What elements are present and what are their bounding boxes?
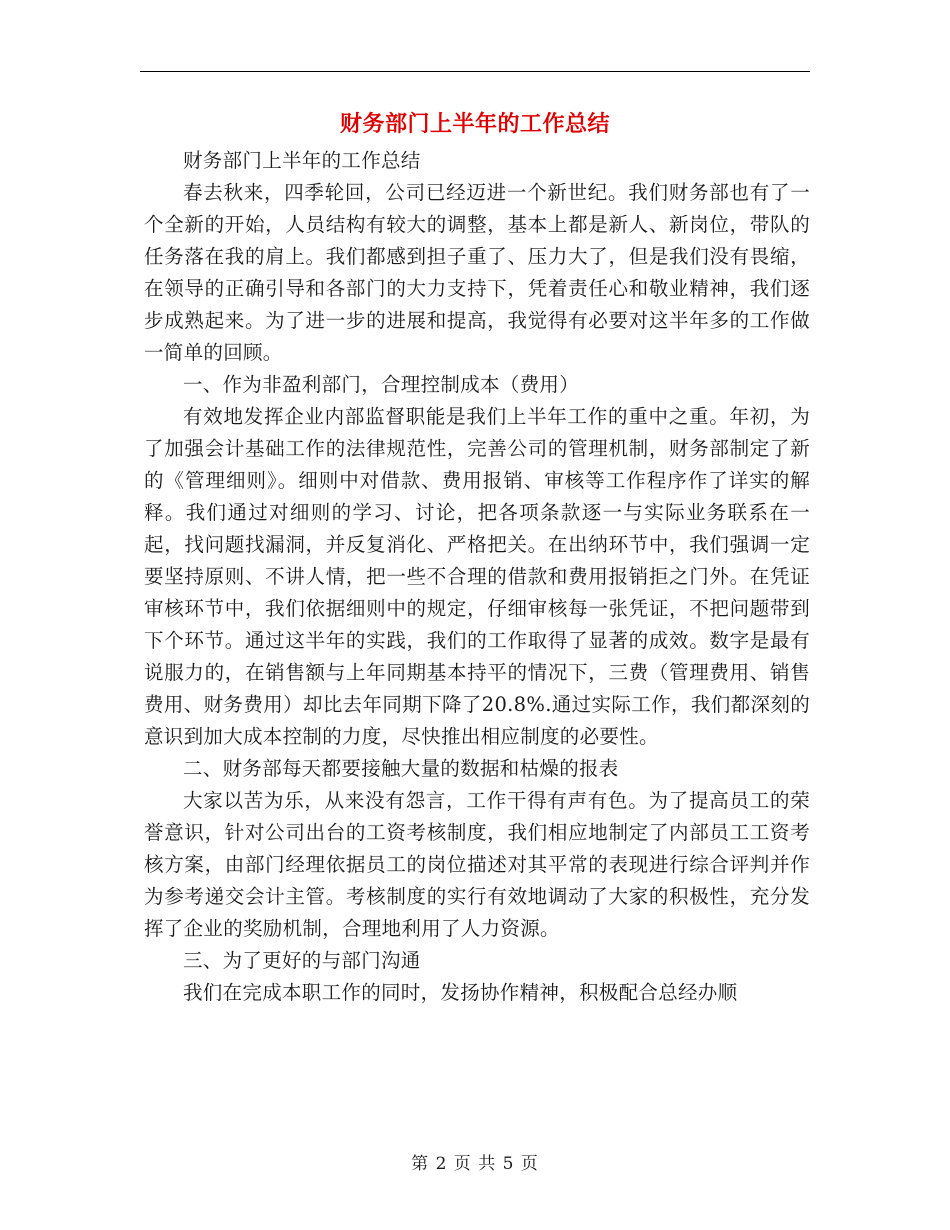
page-number-footer: 第 2 页 共 5 页 (411, 1154, 539, 1174)
paragraph-subtitle: 财务部门上半年的工作总结 (183, 149, 421, 172)
section-heading-2: 二、财务部每天都要接触大量的数据和枯燥的报表 (183, 757, 619, 780)
document-body (144, 145, 810, 1009)
paragraph-section-1: 有效地发挥企业内部监督职能是我们上半年工作的重中之重。年初，为了加强会计基础工作的法律规范性，完善公司的管理机制，财务部制定了新的《管理细则》。细则中对借款、费用报销、审核等工作程序作了详实的解释。我们通过对细则的学习、讨论，把各项条款逐一与实际业务联系在一起，找问题找漏洞，并反复消化、严格把关。在出纳环节中，我们强调一定要坚持原则、不讲人情，把一些不合理的借款和费用报销拒之门外。在凭证审核环节中，我们依据细则中的规定，仔细审核每一张凭证，不把问题带到下个环节。通过这半年的实践，我们的工作取得了显著的成效。数字是最有说服力的，在销售额与上年同期基本持平的情况下，三费（管理费用、销售费用、财务费用）却比去年同期下降了20.8%.通过实际工作，我们都深刻的意识到加大成本控制的力度，尽快推出相应制度的必要性。 (144, 405, 810, 748)
section-heading-1: 一、作为非盈利部门，合理控制成本（费用） (183, 373, 580, 396)
paragraph-section-3: 我们在完成本职工作的同时，发扬协作精神，积极配合总经办顺 (183, 981, 738, 1004)
section-heading-3: 三、为了更好的与部门沟通 (183, 949, 421, 972)
document-title: 财务部门上半年的工作总结 (339, 111, 610, 137)
header-rule (140, 71, 810, 72)
paragraph-section-2: 大家以苦为乐，从来没有怨言，工作干得有声有色。为了提高员工的荣誉意识，针对公司出台的工资考核制度，我们相应地制定了内部员工工资考核方案，由部门经理依据员工的岗位描述对其平常的表现进行综合评判并作为参考递交会计主管。考核制度的实行有效地调动了大家的积极性，充分发挥了企业的奖励机制，合理地利用了人力资源。 (144, 789, 810, 940)
paragraph-intro: 春去秋来，四季轮回，公司已经迈进一个新世纪。我们财务部也有了一个全新的开始，人员结构有较大的调整，基本上都是新人、新岗位，带队的任务落在我的肩上。我们都感到担子重了、压力大了，但是我们没有畏缩，在领导的正确引导和各部门的大力支持下，凭着责任心和敬业精神，我们逐步成熟起来。为了进一步的进展和提高，我觉得有必要对这半年多的工作做一简单的回顾。 (144, 181, 810, 364)
